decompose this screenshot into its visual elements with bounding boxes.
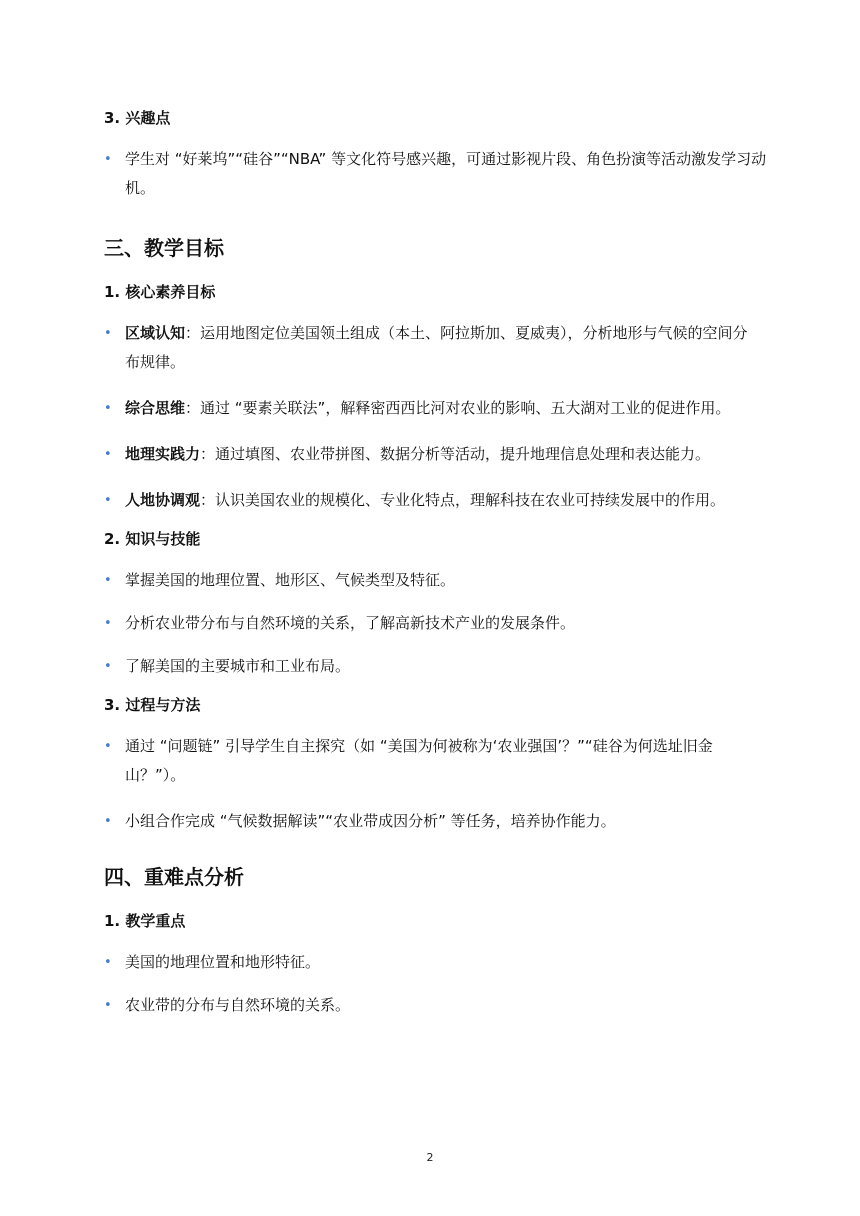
bullet-icon: • <box>104 739 112 754</box>
list-item: • 人地协调观：认识美国农业的规模化、专业化特点，理解科技在农业可持续发展中的作用。 <box>104 486 749 515</box>
list-item: • 美国的地理位置和地形特征。 <box>104 948 764 977</box>
list-item: • 农业带的分布与自然环境的关系。 <box>104 991 764 1020</box>
bullet-icon: • <box>104 447 112 462</box>
section-heading-key: 1. 教学重点 <box>104 912 186 930</box>
bullet-icon: • <box>104 998 112 1013</box>
term-label: 区域认知 <box>125 324 186 342</box>
list-item: • 通过 “问题链” 引导学生自主探究（如 “美国为何被称为‘农业强国’？”“硅谷为何选址旧金山？”）。 <box>104 732 751 790</box>
bullet-icon: • <box>104 573 112 588</box>
bullet-icon: • <box>104 814 112 829</box>
section-heading-interest: 3. 兴趣点 <box>104 109 171 127</box>
section-title-difficulty: 四、重难点分析 <box>104 865 244 889</box>
list-item: • 区域认知：运用地图定位美国领土组成（本土、阿拉斯加、夏威夷），分析地形与气候的空间分布规律。 <box>104 319 749 377</box>
bullet-icon: • <box>104 152 112 167</box>
list-item: • 了解美国的主要城市和工业布局。 <box>104 652 764 681</box>
section-title-goals: 三、教学目标 <box>104 236 224 260</box>
list-item: • 学生对 “好莱坞”“硅谷”“NBA” 等文化符号感兴趣，可通过影视片段、角色扮演等活动激发学习动机。 <box>104 145 777 203</box>
term-label: 地理实践力 <box>125 445 201 463</box>
list-item: • 分析农业带分布与自然环境的关系，了解高新技术产业的发展条件。 <box>104 609 764 638</box>
section-heading-core: 1. 核心素养目标 <box>104 283 216 301</box>
bullet-icon: • <box>104 326 112 341</box>
list-item: • 掌握美国的地理位置、地形区、气候类型及特征。 <box>104 566 764 595</box>
term-label: 综合思维 <box>125 399 186 417</box>
bullet-icon: • <box>104 955 112 970</box>
list-item: • 小组合作完成 “气候数据解读”“农业带成因分析” 等任务，培养协作能力。 <box>104 807 764 836</box>
page-number: 2 <box>426 1151 434 1164</box>
bullet-icon: • <box>104 616 112 631</box>
bullet-icon: • <box>104 493 112 508</box>
list-item: • 综合思维：通过 “要素关联法”，解释密西西比河对农业的影响、五大湖对工业的促进作用。 <box>104 394 749 423</box>
page-content <box>104 106 767 1020</box>
section-heading-process: 3. 过程与方法 <box>104 696 201 714</box>
bullet-icon: • <box>104 659 112 674</box>
bullet-icon: • <box>104 401 112 416</box>
list-item: • 地理实践力：通过填图、农业带拼图、数据分析等活动，提升地理信息处理和表达能力。 <box>104 440 785 469</box>
section-heading-knowledge: 2. 知识与技能 <box>104 530 201 548</box>
term-label: 人地协调观 <box>125 491 201 509</box>
